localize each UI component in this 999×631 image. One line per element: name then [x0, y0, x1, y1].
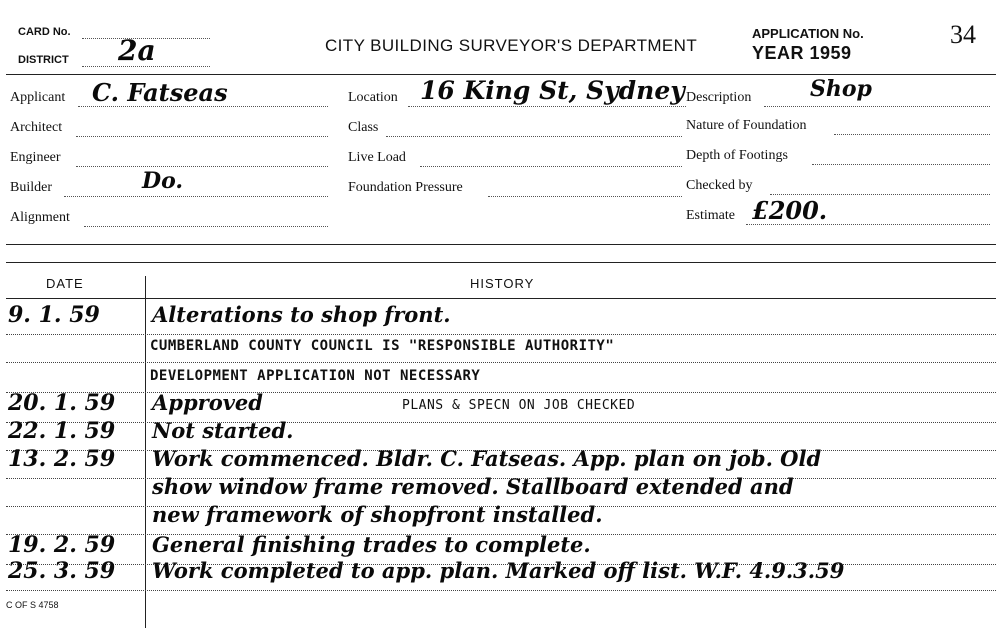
class-dots [386, 136, 682, 137]
foundation-pressure-label: Foundation Pressure [348, 180, 463, 195]
history-row-rule [6, 362, 996, 363]
date-column-divider [145, 276, 146, 628]
location-label: Location [348, 90, 398, 105]
nature-of-foundation-label: Nature of Foundation [686, 118, 807, 133]
history-row-text: General finishing trades to complete. [152, 532, 591, 557]
estimate-value: £200. [752, 196, 828, 225]
history-row-date: 13. 2. 59 [8, 446, 116, 472]
header-divider [6, 74, 996, 75]
description-dots [764, 106, 990, 107]
history-row-text: Work commenced. Bldr. C. Fatseas. App. plan on job. Old [152, 446, 822, 471]
nature-of-foundation-dots [834, 134, 990, 135]
district-value: 2a [118, 34, 156, 67]
history-row-date: 25. 3. 59 [8, 558, 116, 584]
live-load-dots [420, 166, 682, 167]
estimate-label: Estimate [686, 208, 735, 223]
engineer-dots [76, 166, 328, 167]
history-row-text: Alterations to shop front. [152, 302, 451, 327]
fields-divider-top [6, 244, 996, 245]
history-row-stamp-text: CUMBERLAND COUNTY COUNCIL IS "RESPONSIBLE AUTHORITY" [150, 338, 615, 354]
history-row-date: 20. 1. 59 [8, 390, 116, 416]
builder-dots [64, 196, 328, 197]
history-row-stamp: PLANS & SPECN ON JOB CHECKED [402, 398, 636, 413]
application-no-label: APPLICATION No. [752, 26, 864, 41]
alignment-dots [84, 226, 328, 227]
description-value: Shop [810, 76, 872, 102]
architect-label: Architect [10, 120, 63, 135]
history-row-text: Approved [152, 390, 263, 415]
history-row-text: Work completed to app. plan. Marked off list. W.F. 4.9.3.59 [152, 558, 845, 583]
department-title: CITY BUILDING SURVEYOR'S DEPARTMENT [325, 36, 698, 55]
history-row-text: show window frame removed. Stallboard extended and [152, 474, 794, 499]
application-no-value: 34 [950, 20, 976, 49]
engineer-label: Engineer [10, 150, 61, 165]
fields-divider-bottom [6, 262, 996, 263]
card-no-label: CARD No. [18, 26, 71, 38]
class-label: Class [348, 120, 379, 135]
history-row-text: new framework of shopfront installed. [152, 502, 603, 527]
checked-by-dots [770, 194, 990, 195]
depth-of-footings-dots [812, 164, 990, 165]
history-row-date: 9. 1. 59 [8, 302, 100, 328]
year-label: YEAR 1959 [752, 43, 852, 63]
history-row-rule [6, 590, 996, 591]
history-row-date: 19. 2. 59 [8, 532, 116, 558]
description-label: Description [686, 90, 752, 105]
date-header: DATE [46, 276, 84, 291]
builder-label: Builder [10, 180, 52, 195]
location-value: 16 King St, Sydney [420, 76, 685, 105]
applicant-label: Applicant [10, 90, 66, 105]
history-header-rule [6, 298, 996, 299]
checked-by-label: Checked by [686, 178, 753, 193]
architect-dots [76, 136, 328, 137]
foundation-pressure-dots [488, 196, 682, 197]
history-header: HISTORY [470, 276, 535, 291]
alignment-label: Alignment [10, 210, 70, 225]
form-code: C OF S 4758 [6, 600, 59, 610]
location-dots [408, 106, 686, 107]
history-row-rule [6, 334, 996, 335]
builder-value: Do. [142, 168, 184, 194]
history-row-date: 22. 1. 59 [8, 418, 116, 444]
depth-of-footings-label: Depth of Footings [686, 148, 788, 163]
history-row-stamp-text: DEVELOPMENT APPLICATION NOT NECESSARY [150, 368, 481, 384]
live-load-label: Live Load [348, 150, 406, 165]
district-label: DISTRICT [18, 54, 69, 66]
history-row-text: Not started. [152, 418, 294, 443]
applicant-value: C. Fatseas [92, 78, 228, 107]
